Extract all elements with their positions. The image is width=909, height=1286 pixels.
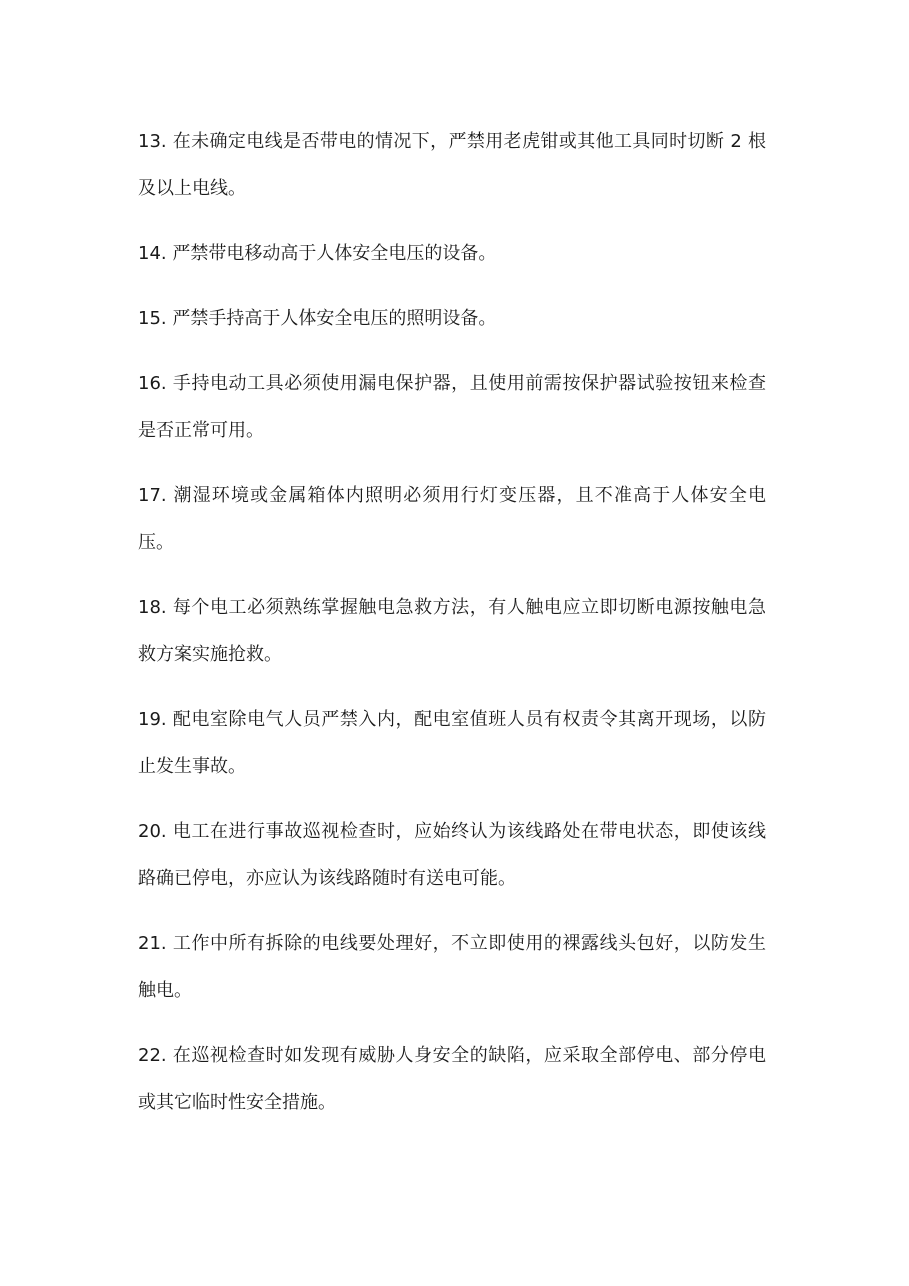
rule-item-22: 22. 在巡视检查时如发现有威胁人身安全的缺陷，应采取全部停电、部分停电或其它临时性安全措施。 (138, 1045, 766, 1113)
rule-item-15: 15. 严禁手持高于人体安全电压的照明设备。 (138, 308, 497, 329)
rule-item-16: 16. 手持电动工具必须使用漏电保护器，且使用前需按保护器试验按钮来检查是否正常可用。 (138, 373, 766, 441)
rule-item-14: 14. 严禁带电移动高于人体安全电压的设备。 (138, 243, 497, 264)
rule-item-21: 21. 工作中所有拆除的电线要处理好，不立即使用的裸露线头包好，以防发生触电。 (138, 933, 766, 1001)
rule-item-18: 18. 每个电工必须熟练掌握触电急救方法，有人触电应立即切断电源按触电急救方案实施抢救。 (138, 597, 766, 665)
document-body (138, 118, 766, 1144)
rule-item-19: 19. 配电室除电气人员严禁入内，配电室值班人员有权责令其离开现场，以防止发生事故。 (138, 709, 766, 777)
rule-item-20: 20. 电工在进行事故巡视检查时，应始终认为该线路处在带电状态，即使该线路确已停电，亦应认为该线路随时有送电可能。 (138, 821, 766, 889)
rule-item-13: 13. 在未确定电线是否带电的情况下，严禁用老虎钳或其他工具同时切断 2 根及以上电线。 (138, 131, 766, 199)
rule-item-17: 17. 潮湿环境或金属箱体内照明必须用行灯变压器，且不准高于人体安全电压。 (138, 485, 766, 553)
